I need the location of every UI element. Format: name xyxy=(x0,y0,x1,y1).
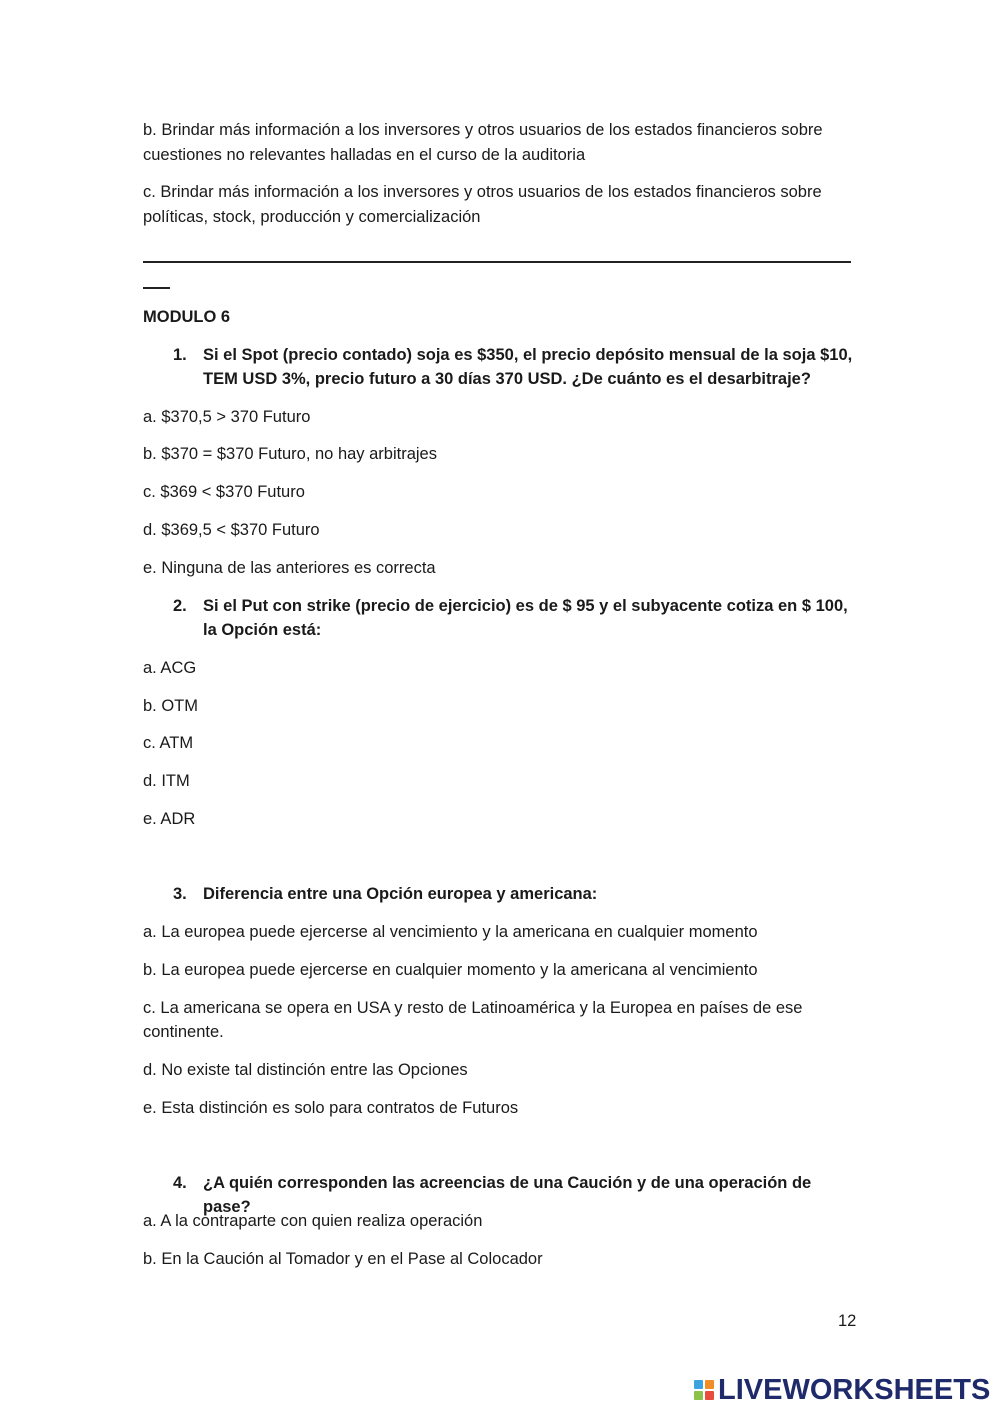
q1-option-e: e. Ninguna de las anteriores es correcta xyxy=(143,559,436,577)
q3-option-a: a. La europea puede ejercerse al vencimiento y la americana en cualquier momento xyxy=(143,923,758,941)
mark-square xyxy=(694,1380,703,1389)
q2-option-e: e. ADR xyxy=(143,810,196,828)
q3-option-e: e. Esta distinción es solo para contratos de Futuros xyxy=(143,1099,519,1117)
question-number: 4. xyxy=(173,1174,187,1192)
q3-option-d: d. No existe tal distinción entre las Opciones xyxy=(143,1061,468,1079)
liveworksheets-logo[interactable] xyxy=(694,1375,990,1405)
separator-line xyxy=(143,261,851,263)
question-text: Diferencia entre una Opción europea y americana: xyxy=(203,885,598,903)
q3-option-c: c. La americana se opera en USA y resto de Latinoamérica y la Europea en países de ese xyxy=(143,999,803,1017)
page-number: 12 xyxy=(838,1312,857,1330)
q2-option-a: a. ACG xyxy=(143,659,197,677)
q3-option-c-continued: continente. xyxy=(143,1023,224,1041)
option-c-line1: c. Brindar más información a los inversores y otros usuarios de los estados financieros sobre xyxy=(143,183,822,201)
q3-option-b: b. La europea puede ejercerse en cualquier momento y la americana al vencimiento xyxy=(143,961,758,979)
question-text: ¿A quién corresponden las acreencias de una Caución y de una operación de pase? xyxy=(203,1174,812,1216)
q1-option-b: b. $370 = $370 Futuro, no hay arbitrajes xyxy=(143,445,437,463)
mark-square xyxy=(705,1391,714,1400)
liveworksheets-mark-icon xyxy=(694,1380,714,1400)
separator-line-tail xyxy=(143,287,170,289)
q2-option-c: c. ATM xyxy=(143,734,194,752)
q4-option-a: a. A la contraparte con quien realiza operación xyxy=(143,1212,483,1230)
q2-option-d: d. ITM xyxy=(143,772,190,790)
mark-square xyxy=(694,1391,703,1400)
q1-option-a: a. $370,5 > 370 Futuro xyxy=(143,408,311,426)
option-b-line1: b. Brindar más información a los inversores y otros usuarios de los estados financieros sobre xyxy=(143,121,823,139)
module-title: MODULO 6 xyxy=(143,308,231,326)
option-b-line2: cuestiones no relevantes halladas en el curso de la auditoria xyxy=(143,146,586,164)
option-c-line2: políticas, stock, producción y comercialización xyxy=(143,208,481,226)
q1-option-d: d. $369,5 < $370 Futuro xyxy=(143,521,320,539)
q4-option-b: b. En la Caución al Tomador y en el Pase al Colocador xyxy=(143,1250,543,1268)
q1-option-c: c. $369 < $370 Futuro xyxy=(143,483,305,501)
q2-option-b: b. OTM xyxy=(143,697,199,715)
liveworksheets-wordmark: LIVEWORKSHEETS xyxy=(718,1373,991,1406)
question-text: Si el Spot (precio contado) soja es $350, el precio depósito mensual de la soja $10, TEM USD 3%, precio futuro a 30 días 370 USD. ¿De cuánto es el desarbitraje? xyxy=(203,346,853,388)
question-text: Si el Put con strike (precio de ejercicio) es de $ 95 y el subyacente cotiza en $ 100, la Opción está: xyxy=(203,597,848,639)
question-number: 3. xyxy=(173,885,187,903)
question-number: 1. xyxy=(173,346,187,364)
mark-square xyxy=(705,1380,714,1389)
question-number: 2. xyxy=(173,597,187,615)
